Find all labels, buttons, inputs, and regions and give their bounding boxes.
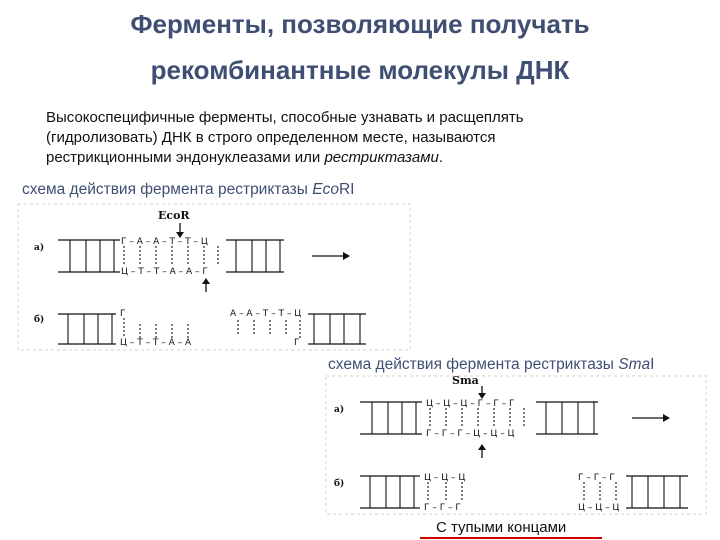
smai-label-a: а) — [334, 405, 345, 415]
slide-title-line-2: рекомбинантные молекулы ДНК — [150, 55, 570, 85]
blunt-ends-note: С тупыми концами — [436, 519, 567, 536]
ecori-a-bottom-sequence: Ц – Т – Т – А – А – Г — [121, 267, 208, 277]
smai-label-b: б) — [334, 479, 345, 489]
smai-b-left-bottom-end: Г – Г – Г — [424, 503, 461, 513]
ecori-b-right-top-end: А – А – Т – Т – Ц — [230, 309, 302, 319]
smai-b-left-top-end: Ц – Ц – Ц — [424, 473, 466, 483]
smai-a-top-sequence: Ц – Ц – Ц – Г – Г – Г — [426, 399, 515, 409]
intro-line-3-plain: рестрикционными эндонуклеазами или — [46, 149, 325, 166]
intro-line-2: (гидролизовать) ДНК в строго определенном месте, называются — [46, 129, 496, 146]
ecori-b-right-bottom-end: Г — [294, 338, 300, 348]
blunt-ends-underline — [420, 537, 602, 539]
ecori-caption-italic: Eco — [312, 181, 339, 198]
smai-a-left-pairs — [372, 402, 416, 434]
slide-title-line-1: Ферменты, позволяющие получать — [130, 9, 590, 39]
smai-scheme — [326, 374, 706, 514]
smai-b-right-bottom-end: Ц – Ц – Ц — [578, 503, 620, 513]
smai-a-bottom-sequence: Г – Г – Г – Ц – Ц – Ц — [426, 429, 515, 439]
ecori-b-left-top-end: Г — [120, 309, 126, 319]
ecori-a-right-pairs — [236, 240, 280, 272]
ecori-cut-arrow-bottom-head — [202, 278, 210, 284]
ecori-label-b: б) — [34, 315, 45, 325]
ecori-reaction-arrow-head — [343, 252, 350, 260]
ecori-caption-end: RI — [338, 181, 355, 198]
ecori-a-left-pairs — [70, 240, 114, 272]
smai-b-right-top-end: Г – Г – Г — [578, 473, 615, 483]
smai-enzyme-label: Sma — [452, 374, 479, 387]
smai-caption-end: I — [650, 356, 655, 373]
ecori-a-middle-pairs — [124, 246, 218, 266]
ecori-scheme — [18, 204, 410, 350]
ecori-a-top-sequence: Г – А – А – Т – Т – Ц — [121, 237, 208, 247]
intro-line-3-italic: рестриктазами — [324, 149, 439, 166]
ecori-enzyme-label: EcoR — [158, 209, 190, 222]
smai-cut-arrow-bottom-head — [478, 444, 486, 450]
intro-line-1: Высокоспецифичные ферменты, способные узнавать и расщеплять — [46, 109, 524, 126]
smai-reaction-arrow-head — [663, 414, 670, 422]
smai-a-right-pairs — [546, 402, 594, 434]
smai-frame — [326, 376, 706, 514]
smai-a-middle-pairs — [430, 408, 524, 428]
smai-caption-italic: Sma — [618, 356, 651, 373]
ecori-caption-plain: схема действия фермента рестриктазы — [22, 181, 313, 198]
smai-caption-plain: схема действия фермента рестриктазы — [328, 356, 619, 373]
intro-line-3-end: . — [438, 149, 443, 166]
ecori-frame — [18, 204, 410, 350]
ecori-b-left-bottom-end: Ц – Т – Т – А – А — [120, 338, 192, 348]
ecori-label-a: а) — [34, 243, 45, 253]
